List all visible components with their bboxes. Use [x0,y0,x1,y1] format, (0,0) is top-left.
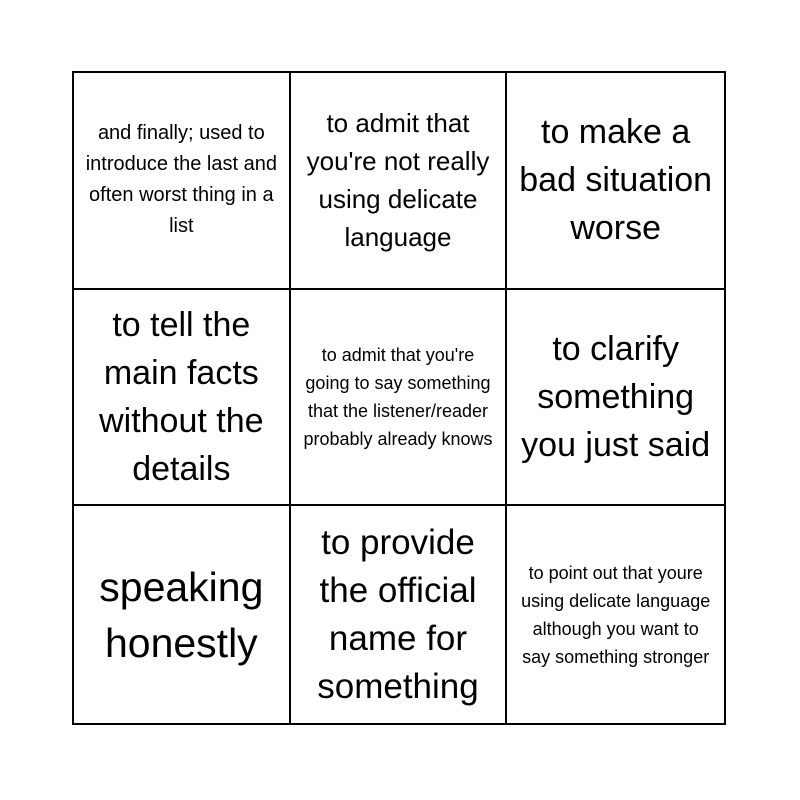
cell-text: to make a bad situation worse [519,113,713,248]
bingo-cell[interactable] [291,506,508,723]
cell-text: to admit that you're going to say something that the listener/reader probably already knows [303,344,493,449]
bingo-cell[interactable] [507,290,724,507]
bingo-cell[interactable] [507,73,724,290]
bingo-card [72,71,726,725]
cell-text: to admit that you're not really using delicate language [306,108,490,253]
bingo-cell[interactable] [507,506,724,723]
bingo-cell[interactable] [74,506,291,723]
cell-text: speaking honestly [99,563,264,666]
bingo-cell[interactable] [74,73,291,290]
cell-text: to tell the main facts without the details [99,305,264,488]
bingo-cell[interactable] [291,73,508,290]
bingo-cell[interactable] [74,290,291,507]
cell-text: and finally; used to introduce the last and often worst thing in a list [85,122,277,238]
cell-text: to clarify something you just said [521,329,711,464]
cell-text: to provide the official name for something [317,522,479,706]
bingo-cell-center[interactable] [291,290,508,507]
cell-text: to point out that youre using delicate language although you want to say something stronger [521,562,711,667]
